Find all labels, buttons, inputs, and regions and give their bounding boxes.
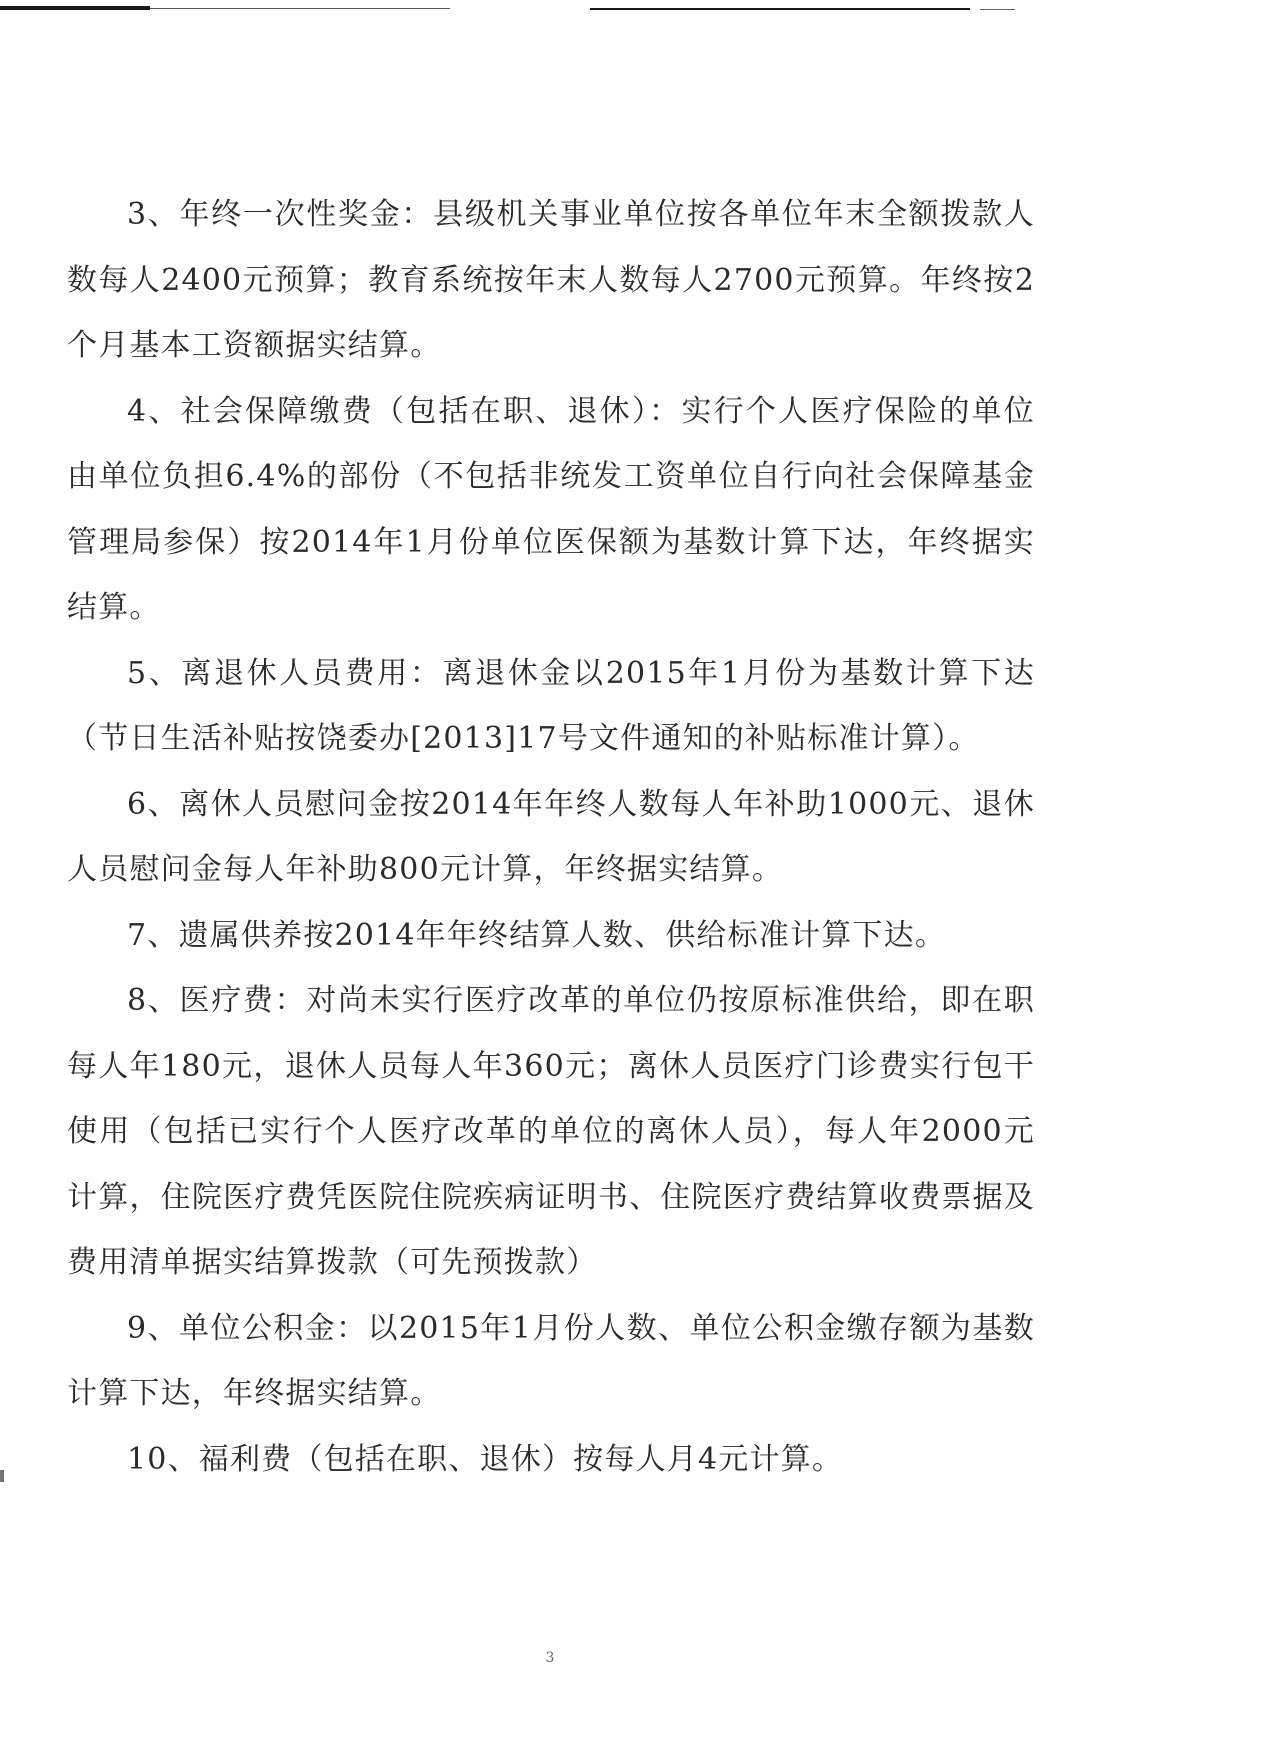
header-rule-tail xyxy=(980,9,1015,10)
paragraph-5-retiree-costs: 5、离退休人员费用：离退休金以2015年1月份为基数计算下达（节日生活补贴按饶委办[2013]17号文件通知的补贴标准计算）。 xyxy=(67,655,1035,756)
page-number: 3 xyxy=(545,1650,555,1666)
paragraph-9-housing-fund: 9、单位公积金：以2015年1月份人数、单位公积金缴存额为基数计算下达，年终据实结算。 xyxy=(67,1310,1035,1411)
paragraph-10-welfare: 10、福利费（包括在职、退休）按每人月4元计算。 xyxy=(127,1441,844,1477)
paragraph-8-medical-expenses: 8、医疗费：对尚未实行医疗改革的单位仍按原标准供给，即在职每人年180元，退休人员每人年360元；离休人员医疗门诊费实行包干使用（包括已实行个人医疗改革的单位的离休人员），每人年2000元计算，住院医疗费凭医院住院疾病证明书、住院医疗费结算收费票据及费用清单据实结算拨款（可先预拨款） xyxy=(67,983,1035,1280)
scan-margin-mark xyxy=(0,1470,4,1482)
paragraph-4-social-security: 4、社会保障缴费（包括在职、退休）：实行个人医疗保险的单位由单位负担6.4%的部份（不包括非统发工资单位自行向社会保障基金管理局参保）按2014年1月份单位医保额为基数计算下达，年终据实结算。 xyxy=(67,393,1035,625)
header-rule-thin xyxy=(150,8,450,9)
header-rule-right xyxy=(590,8,970,10)
header-rule-left xyxy=(0,6,150,10)
document-body xyxy=(67,182,1035,1492)
paragraph-3-year-end-bonus: 3、年终一次性奖金：县级机关事业单位按各单位年末全额拨款人数每人2400元预算；教育系统按年末人数每人2700元预算。年终按2个月基本工资额据实结算。 xyxy=(67,197,1035,363)
paragraph-6-consolation-fund: 6、离休人员慰问金按2014年年终人数每人年补助1000元、退休人员慰问金每人年补助800元计算，年终据实结算。 xyxy=(67,786,1035,887)
paragraph-7-survivor-support: 7、遗属供养按2014年年终结算人数、供给标准计算下达。 xyxy=(127,917,947,953)
